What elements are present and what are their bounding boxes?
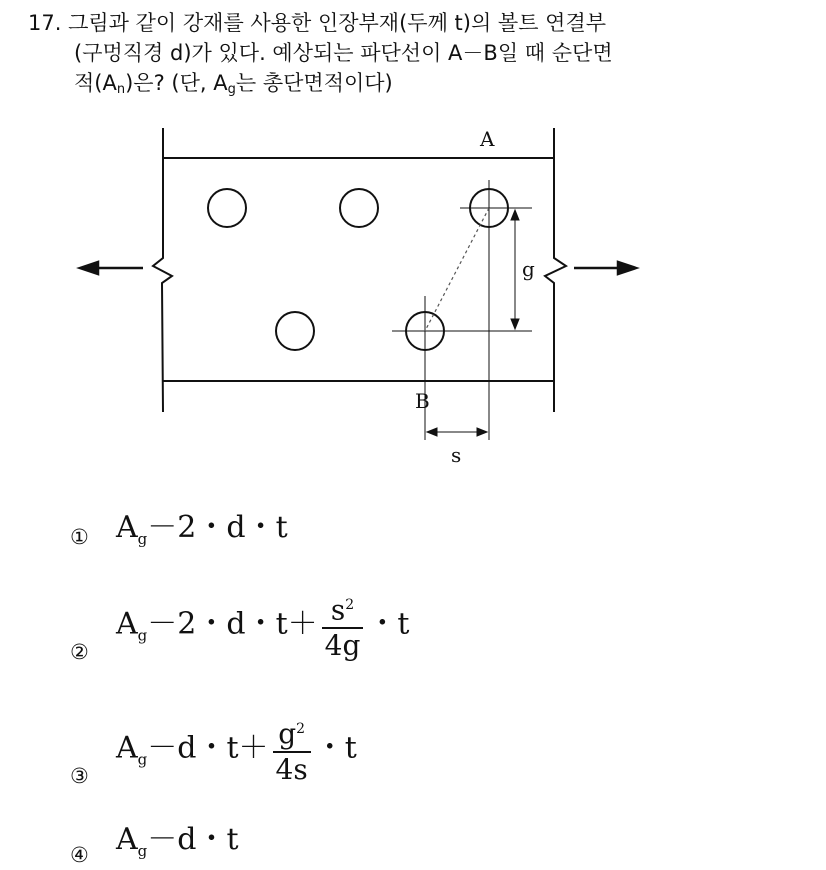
choice-number: ④ bbox=[70, 843, 89, 867]
question-line-2: (구멍직경 d)가 있다. 예상되는 파단선이 A－B일 때 순단면 bbox=[74, 41, 613, 65]
left-arrow-head bbox=[80, 262, 98, 274]
question-line-3: 적$(A_n)$은? (단, $A_g$는 총단면적이다) bbox=[74, 71, 393, 97]
choice-formula: $A_g-2$・d・t＋ $\frac{s^2}{4g}$ ・t bbox=[116, 588, 409, 663]
choice-formula: $A_g-d$・t bbox=[116, 822, 239, 860]
label-a: A bbox=[480, 127, 495, 151]
gauge-arrow-head bbox=[511, 319, 519, 329]
choice-number: ② bbox=[70, 640, 89, 664]
pitch-arrow-head bbox=[477, 428, 487, 436]
bolt-hole bbox=[276, 312, 314, 350]
subscript-g: g bbox=[227, 82, 236, 97]
choice-formula: $A_g-2$・d・t bbox=[116, 510, 288, 548]
label-g: g bbox=[522, 257, 535, 281]
label-s: s bbox=[451, 443, 462, 467]
failure-path-line bbox=[425, 208, 489, 331]
bolt-hole bbox=[208, 189, 246, 227]
bolt-hole bbox=[340, 189, 378, 227]
gauge-arrow-head bbox=[511, 210, 519, 220]
fraction: $\frac{s^2}{4g}$ bbox=[322, 588, 364, 663]
fraction: $\frac{g^2}{4s}$ bbox=[273, 712, 311, 787]
choice-formula: $A_g-d$・t＋ $\frac{g^2}{4s}$ ・t bbox=[116, 712, 357, 787]
subscript-n: n bbox=[116, 82, 126, 97]
choice-number: ③ bbox=[70, 764, 89, 788]
right-arrow-head bbox=[618, 262, 636, 274]
question-number: 17. bbox=[28, 11, 62, 35]
left-break-line bbox=[153, 128, 172, 412]
label-b: B bbox=[415, 389, 430, 413]
choice-number: ① bbox=[70, 525, 89, 549]
pitch-arrow-head bbox=[427, 428, 437, 436]
right-break-line bbox=[545, 128, 566, 412]
question-line-1-text: 그림과 같이 강재를 사용한 인장부재(두께 t)의 볼트 연결부 bbox=[68, 11, 607, 35]
